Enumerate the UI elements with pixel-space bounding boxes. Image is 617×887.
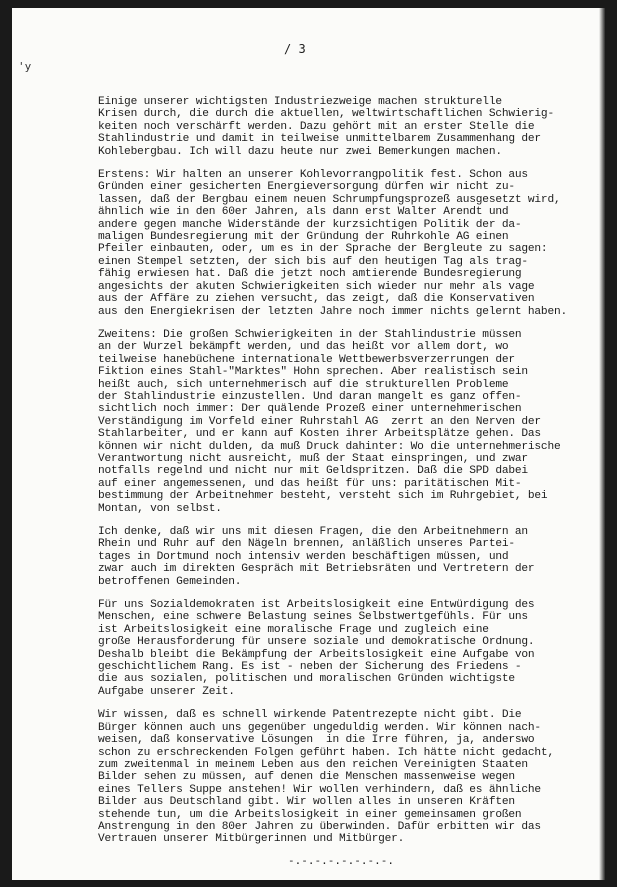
text-line: geschichtlichem Rang. Es ist - neben der Sicherung des Friedens - <box>98 661 522 674</box>
text-line: schon zu erschreckenden Folgen geführt haben. Ich hätte nicht gedacht, <box>98 746 554 759</box>
text-line: lassen, daß der Bergbau einem neuen Schrumpfungsprozeß ausgesetzt wird, <box>98 193 561 206</box>
text-line: Kohlebergbau. Ich will dazu heute nur zwei Bemerkungen machen. <box>98 145 502 158</box>
text-line: sichtlich noch immer: Der quälende Prozeß einer unternehmerischen <box>98 403 522 416</box>
paragraph <box>98 526 598 588</box>
text-line: betroffenen Gemeinden. <box>98 575 242 588</box>
text-line: zwar auch im direkten Gespräch mit Betriebsräten und Vertretern der <box>98 563 535 576</box>
text-line: Deshalb bleibt die Bekämpfung der Arbeitslosigkeit eine Aufgabe von <box>98 648 535 661</box>
text-line: Montan, von selbst. <box>98 502 222 515</box>
text-line: Verständigung im Vorfeld einer Ruhrstahl AG zerrt an den Nerven der <box>98 415 541 428</box>
text-line: Einige unserer wichtigsten Industriezweige machen strukturelle <box>98 96 502 108</box>
text-line: Wir wissen, daß es schnell wirkende Patentrezepte nicht gibt. Die <box>98 709 522 722</box>
paragraph <box>98 329 598 515</box>
body-text <box>98 96 598 857</box>
text-line: der Stahlindustrie einzustellen. Und daran mangelt es ganz offen- <box>98 390 522 403</box>
text-line: an der Wurzel bekämpft werden, und das heißt vor allem dort, wo <box>98 341 509 354</box>
text-line: Bilder sehen zu müssen, auf denen die Menschen massenweise wegen <box>98 771 515 784</box>
text-line: notfalls regelnd und nicht nur mit Geldspritzen. Daß die SPD dabei <box>98 465 528 478</box>
text-line: Rhein und Ruhr auf den Nägeln brennen, anläßlich unseres Partei- <box>98 538 515 551</box>
text-line: Verantwortung nicht ausreicht, muß der Staat einspringen, und zwar <box>98 452 528 465</box>
document-page <box>12 8 605 880</box>
text-line: Aufgabe unserer Zeit. <box>98 685 235 698</box>
text-line: Vertrauen unserer Mitbürgerinnen und Mitbürger. <box>98 833 405 846</box>
text-line: große Herausforderung für unsere soziale und demokratische Ordnung. <box>98 636 535 649</box>
text-line: Bürger können auch uns gegenüber ungeduldig werden. Wir können nach- <box>98 721 541 734</box>
text-line: Anstrengung in den 80er Jahren zu überwinden. Dafür erbitten wir das <box>98 820 541 833</box>
page-edge-shadow <box>599 8 605 880</box>
text-line: Erstens: Wir halten an unserer Kohlevorrangpolitik fest. Schon aus <box>98 169 528 182</box>
text-line: Menschen, eine schwere Belastung seines Selbstwertgefühls. Für uns <box>98 611 528 624</box>
text-line: tages in Dortmund noch intensiv werden beschäftigen müssen, und <box>98 550 509 563</box>
text-line: andere gegen manche Widerstände der kurzsichtigen Politik der da- <box>98 218 522 231</box>
text-line: auf einer angemessenen, und das heißt für uns: paritätischen Mit- <box>98 477 522 490</box>
text-line: Fiktion eines Stahl-"Marktes" Hohn sprechen. Aber realistisch sein <box>98 366 528 379</box>
paragraph <box>98 709 598 845</box>
text-line: Krisen durch, die durch die aktuellen, weltwirtschaftlichen Schwierig- <box>98 108 554 121</box>
text-line: eines Tellers Suppe anstehen! Wir wollen verhindern, daß es ähnliche <box>98 783 541 796</box>
text-line: ähnlich wie in den 60er Jahren, als dann erst Walter Arendt und <box>98 206 509 219</box>
paragraph <box>98 96 598 158</box>
text-line: stehende tun, um die Arbeitslosigkeit in einer gemeinsamen großen <box>98 808 522 821</box>
margin-mark: 'y <box>18 60 32 73</box>
text-line: keiten noch verschärft werden. Dazu gehört mit an erster Stelle die <box>98 120 535 133</box>
text-line: aus der Affäre zu ziehen versucht, das zeigt, daß die Konservativen <box>98 293 535 306</box>
text-line: Gründen einer gesicherten Energieversorgung dürfen wir nicht zu- <box>98 181 515 194</box>
page-number: / 3 <box>284 42 306 56</box>
text-line: Bilder aus Deutschland gibt. Wir wollen alles in unseren Kräften <box>98 796 515 809</box>
text-line: Für uns Sozialdemokraten ist Arbeitslosigkeit eine Entwürdigung des <box>98 599 535 612</box>
paragraph <box>98 169 598 318</box>
text-line: Pfeiler einbauten, oder, um es in der Sprache der Bergleute zu sagen: <box>98 243 548 256</box>
text-line: fähig erwiesen hat. Daß die jetzt noch amtierende Bundesregierung <box>98 268 522 281</box>
text-line: Stahlindustrie und damit in teilweise unmittelbarem Zusammenhang der <box>98 133 541 146</box>
text-line: weisen, daß konservative Lösungen in die Irre führen, ja, anderswo <box>98 734 535 747</box>
text-line: können wir nicht dulden, da muß Druck dahinter: Wo die unternehmerische <box>98 440 561 453</box>
text-line: angesichts der akuten Schwierigkeiten sich wieder nur mehr als vage <box>98 280 535 293</box>
text-line: Zweitens: Die großen Schwierigkeiten in der Stahlindustrie müssen <box>98 328 522 341</box>
closing-mark: -.-.-.-.-.-.-.-. <box>288 854 394 867</box>
text-line: teilweise hanebüchene internationale Wettbewerbsverzerrungen der <box>98 353 515 366</box>
text-line: Stahlarbeiter, und er kann auf Kosten ihrer Arbeitsplätze gehen. Das <box>98 428 541 441</box>
text-line: bestimmung der Arbeitnehmer besteht, versteht sich im Ruhrgebiet, bei <box>98 490 548 503</box>
text-line: ist Arbeitslosigkeit eine moralische Frage und zugleich eine <box>98 623 489 636</box>
text-line: maligen Bundesregierung mit der Gründung der Ruhrkohle AG einen <box>98 231 509 244</box>
text-line: aus den Energiekrisen der letzten Jahre noch immer nichts gelernt haben. <box>98 305 567 318</box>
text-line: heißt auch, sich unternehmerisch auf die strukturellen Probleme <box>98 378 509 391</box>
text-line: die aus sozialen, politischen und moralischen Gründen wichtigste <box>98 673 515 686</box>
text-line: einen Stempel setzten, der sich bis auf den heutigen Tag als trag- <box>98 255 528 268</box>
paragraph <box>98 599 598 698</box>
text-line: zum zweitenmal in meinem Leben aus den reichen Vereinigten Staaten <box>98 758 528 771</box>
text-line: Ich denke, daß wir uns mit diesen Fragen, die den Arbeitnehmern an <box>98 526 528 538</box>
